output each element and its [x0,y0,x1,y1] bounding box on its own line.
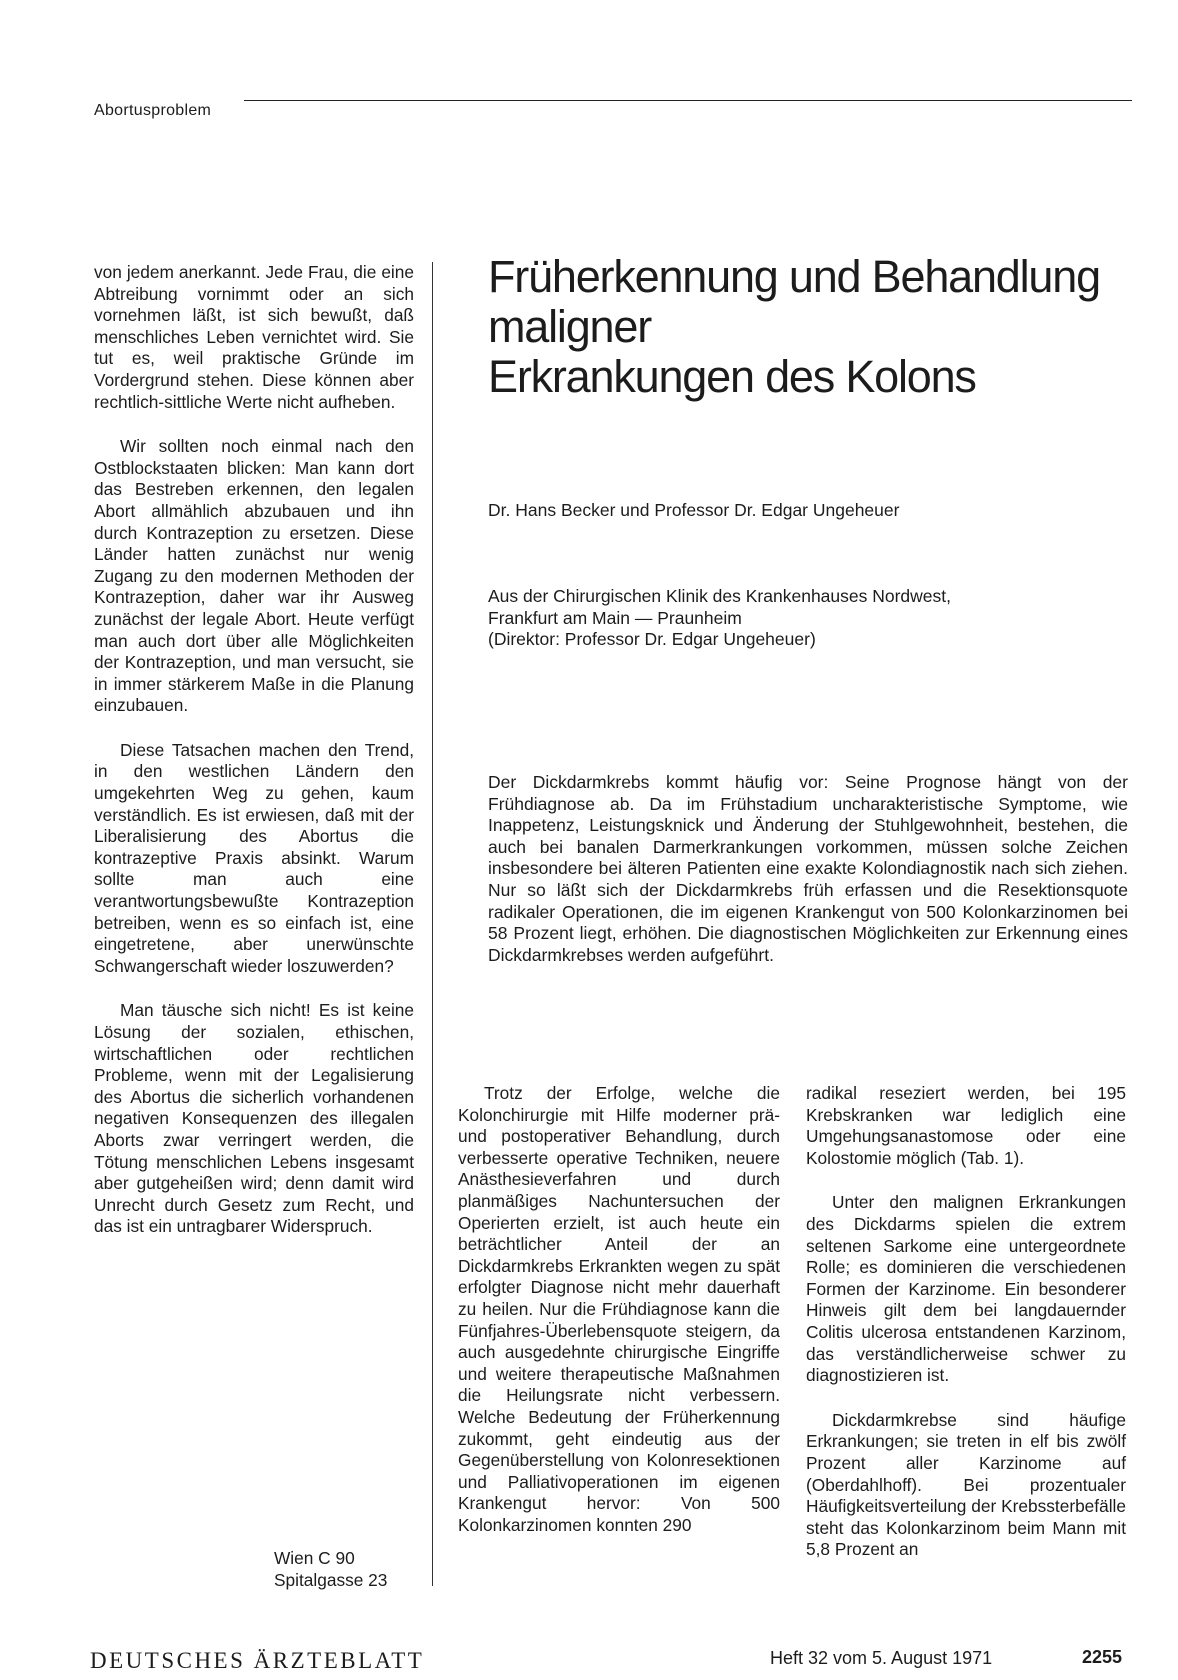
article-affiliation [488,586,951,651]
article-authors: Dr. Hans Becker und Professor Dr. Edgar Ungeheuer [488,500,900,520]
header-rule [244,100,1132,101]
affiliation-line: Aus der Chirurgischen Klinik des Krankenhauses Nordwest, [488,586,952,606]
address-line: Spitalgasse 23 [274,1569,388,1590]
paragraph: Trotz der Erfolge, welche die Kolonchirurgie mit Hilfe moderner prä- und postoperativer Behandlung, durch verbesserte operative Techniken, neuere Anästhesieverfahren und durch planmäßiges Nachuntersuchen der Operierten erzielt, ist auch heute ein beträchtlicher Anteil der an Dickdarmkrebs Erkrankten wegen zu spät erfolgter Diagnose nicht mehr dauerhaft zu heilen. Nur die Frühdiagnose kann die Fünfjahres-Überlebensquote steigern, da auch ausgedehnte chirurgische Eingriffe und weitere therapeutische Maßnahmen die Heilungsrate nicht verbessern. Welche Bedeutung der Früherkennung zukommt, geht eindeutig aus der Gegenüberstellung von Kolonresektionen und Palliativoperationen im eigenen Krankengut hervor: Von 500 Kolonkarzinomen konnten 290 [458,1083,780,1535]
issue-info: Heft 32 vom 5. August 1971 [770,1648,993,1668]
running-head: Abortusproblem [94,102,212,119]
right-column [806,1083,1126,1561]
left-column [94,262,414,1238]
address-line: Wien C 90 [274,1548,355,1568]
article-abstract: Der Dickdarmkrebs kommt häufig vor: Seine Prognose hängt von der Frühdiagnose ab. Da im Frühstadium uncharakteristische Symptome, wie Inappetenz, Leistungsknick und Änderung der Stuhlgewohnheit, bestehen, die auch bei banalen Darmerkrankungen vorkommen, müssen solche Zeichen insbesondere bei älteren Patienten eine exakte Kolondiagnostik nach sich ziehen. Nur so läßt sich der Dickdarmkrebs früh erfassen und die Resektionsquote radikaler Operationen, die im eigenen Krankengut von 500 Kolonkarzinomen bei 58 Prozent liegt, erhöhen. Die diagnostischen Möglichkeiten zur Erkennung eines Dickdarmkrebses werden aufgeführt. [488,772,1128,965]
paragraph: Diese Tatsachen machen den Trend, in den westlichen Ländern den umgekehrten Weg zu gehen, kaum verständlich. Es ist erwiesen, daß mit der Liberalisierung des Abortus die kontrazeptive Praxis absinkt. Warum sollte man auch eine verantwortungsbewußte Kontrazeption betreiben, wenn es so einfach ist, eine eingetretene, aber unerwünschte Schwangerschaft wieder loszuwerden? [94,739,414,976]
paragraph: Unter den malignen Erkrankungen des Dickdarms spielen die extrem seltenen Sarkome eine untergeordnete Rolle; es dominieren die verschiedenen Formen der Karzinome. Ein besonderer Hinweis gilt dem bei langdauernder Colitis ulcerosa entstandenen Karzinom, das verständlicherweise schwer zu diagnostizieren ist. [806,1192,1126,1386]
paragraph: radikal reseziert werden, bei 195 Krebskranken war lediglich eine Umgehungsanastomose oder eine Kolostomie möglich (Tab. 1). [806,1083,1126,1168]
title-line: Früherkennung und Behandlung [488,251,1100,302]
paragraph: Man täusche sich nicht! Es ist keine Lösung der sozialen, ethischen, wirtschaftlichen oder rechtlichen Probleme, wenn mit der Legalisierung des Abortus die sicherlich vorhandenen negativen Konsequenzen des illegalen Aborts zwar verringert werden, die Tötung menschlichen Lebens insgesamt aber gutgeheißen wird; denn damit wird Unrecht durch Gesetz zum Recht, und das ist ein untragbarer Widerspruch. [94,1000,414,1237]
middle-column [458,1083,780,1536]
paragraph: von jedem anerkannt. Jede Frau, die eine Abtreibung vornimmt oder an sich vornehmen läßt, ist sich bewußt, daß menschliches Leben vernichtet wird. Sie tut es, weil praktische Gründe im Vordergrund stehen. Diese können aber rechtlich-sittliche Werte nicht aufheben. [94,262,414,412]
title-line: maligner [488,301,651,352]
affiliation-line: Frankfurt am Main — Praunheim [488,607,742,628]
column-divider [432,262,433,1586]
author-address [256,1548,408,1591]
page-number: 2255 [1082,1647,1123,1667]
article-title [488,252,1148,402]
paragraph: Wir sollten noch einmal nach den Ostblockstaaten blicken: Man kann dort das Bestreben erkennen, den legalen Abort allmählich abzubauen und ihn durch Kontrazeption zu ersetzen. Diese Länder hatten zunächst nur wenig Zugang zu den modernen Methoden der Kontrazeption, daher war ihr Ausweg zunächst der legale Abort. Heute verfügt man auch dort über alle Möglichkeiten der Kontrazeption, und man versucht, sie in immer stärkerem Maße in die Planung einzubauen. [94,436,414,716]
journal-name: DEUTSCHES ÄRZTEBLATT [90,1648,425,1673]
title-line: Erkrankungen des Kolons [488,351,976,402]
affiliation-line: (Direktor: Professor Dr. Edgar Ungeheuer) [488,629,816,649]
paragraph: Dickdarmkrebse sind häufige Erkrankungen; sie treten in elf bis zwölf Prozent aller Karzinome auf (Oberdahlhoff). Bei prozentualer Häufigkeitsverteilung der Krebssterbefälle steht das Kolonkarzinom beim Mann mit 5,8 Prozent an [806,1409,1126,1560]
